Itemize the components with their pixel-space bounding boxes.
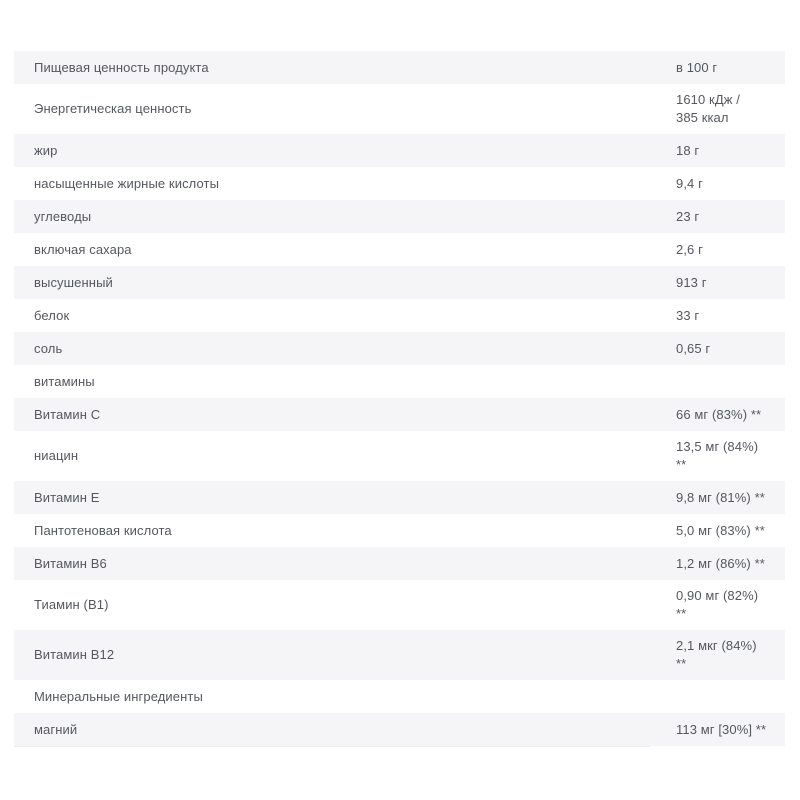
- row-value-line: 113 мг [30%] **: [676, 721, 767, 737]
- table-row: [14, 713, 785, 746]
- row-label: Энергетическая ценность: [34, 101, 192, 116]
- table-row: [14, 481, 785, 514]
- row-label: включая сахара: [34, 241, 132, 257]
- table-row: [14, 332, 785, 365]
- row-value-line: 1610 кДж /: [676, 92, 740, 107]
- row-label: Минеральные ингредиенты: [34, 688, 203, 704]
- row-value: [676, 59, 785, 77]
- table-row: [14, 167, 785, 200]
- row-label: Тиамин (B1): [34, 597, 109, 612]
- row-value-line: 2,1 мкг (84%): [676, 638, 757, 653]
- row-label: жир: [34, 142, 58, 158]
- row-value: [676, 208, 785, 226]
- table-row: [14, 630, 785, 680]
- row-value-line: 0,65 г: [676, 340, 711, 356]
- row-value: [676, 587, 785, 623]
- row-value: [676, 721, 785, 739]
- table-row: [14, 299, 785, 332]
- row-value-line: **: [676, 457, 687, 472]
- row-value-line: 385 ккал: [676, 110, 729, 125]
- row-value: [676, 637, 785, 673]
- table-row: [14, 266, 785, 299]
- row-value-line: 33 г: [676, 307, 700, 323]
- row-value-line: 913 г: [676, 274, 707, 290]
- row-label: Витамин C: [34, 406, 101, 422]
- row-value-line: 9,8 мг (81%) **: [676, 489, 765, 505]
- row-label: Пантотеновая кислота: [34, 522, 172, 538]
- row-value-line: **: [676, 606, 687, 621]
- table-row: [14, 84, 785, 134]
- row-value-line: 2,6 г: [676, 241, 703, 257]
- row-value-line: 18 г: [676, 142, 700, 158]
- row-label: белок: [34, 307, 70, 323]
- row-value: [676, 489, 785, 507]
- row-label: ниацин: [34, 448, 79, 463]
- row-label: магний: [34, 721, 78, 737]
- table-row: [14, 134, 785, 167]
- row-value-line: 13,5 мг (84%): [676, 439, 759, 454]
- row-value: [676, 340, 785, 358]
- row-value-line: 66 мг (83%) **: [676, 406, 762, 422]
- row-value: [676, 406, 785, 424]
- row-value: [676, 438, 785, 474]
- table-row: [14, 233, 785, 266]
- row-value: [676, 307, 785, 325]
- table-row: [14, 514, 785, 547]
- row-value-line: 1,2 мг (86%) **: [676, 555, 765, 571]
- table-row: [14, 200, 785, 233]
- table-bottom-divider: [14, 746, 650, 747]
- row-value: [676, 91, 785, 127]
- row-value-line: 9,4 г: [676, 175, 703, 191]
- table-row: [14, 431, 785, 481]
- row-label: насыщенные жирные кислоты: [34, 175, 220, 191]
- nutrition-table: [14, 51, 785, 746]
- row-label: Витамин B12: [34, 647, 115, 662]
- row-value: [676, 175, 785, 193]
- row-label: Пищевая ценность продукта: [34, 59, 209, 75]
- row-value-line: **: [676, 656, 687, 671]
- table-row: [14, 51, 785, 84]
- row-value-line: 0,90 мг (82%): [676, 588, 759, 603]
- table-row: [14, 398, 785, 431]
- table-row: [14, 547, 785, 580]
- row-label: Витамин B6: [34, 555, 107, 571]
- row-value: [676, 142, 785, 160]
- row-label: углеводы: [34, 208, 92, 224]
- row-value: [676, 555, 785, 573]
- row-value-line: в 100 г: [676, 59, 718, 75]
- row-label: витамины: [34, 373, 95, 389]
- row-label: высушенный: [34, 274, 113, 290]
- row-label: Витамин E: [34, 489, 100, 505]
- row-value-line: 5,0 мг (83%) **: [676, 522, 765, 538]
- row-value-line: 23 г: [676, 208, 700, 224]
- row-value: [676, 274, 785, 292]
- row-value: [676, 241, 785, 259]
- table-row: [14, 365, 785, 398]
- table-row: [14, 580, 785, 630]
- row-label: соль: [34, 340, 63, 356]
- row-value: [676, 522, 785, 540]
- table-row: [14, 680, 785, 713]
